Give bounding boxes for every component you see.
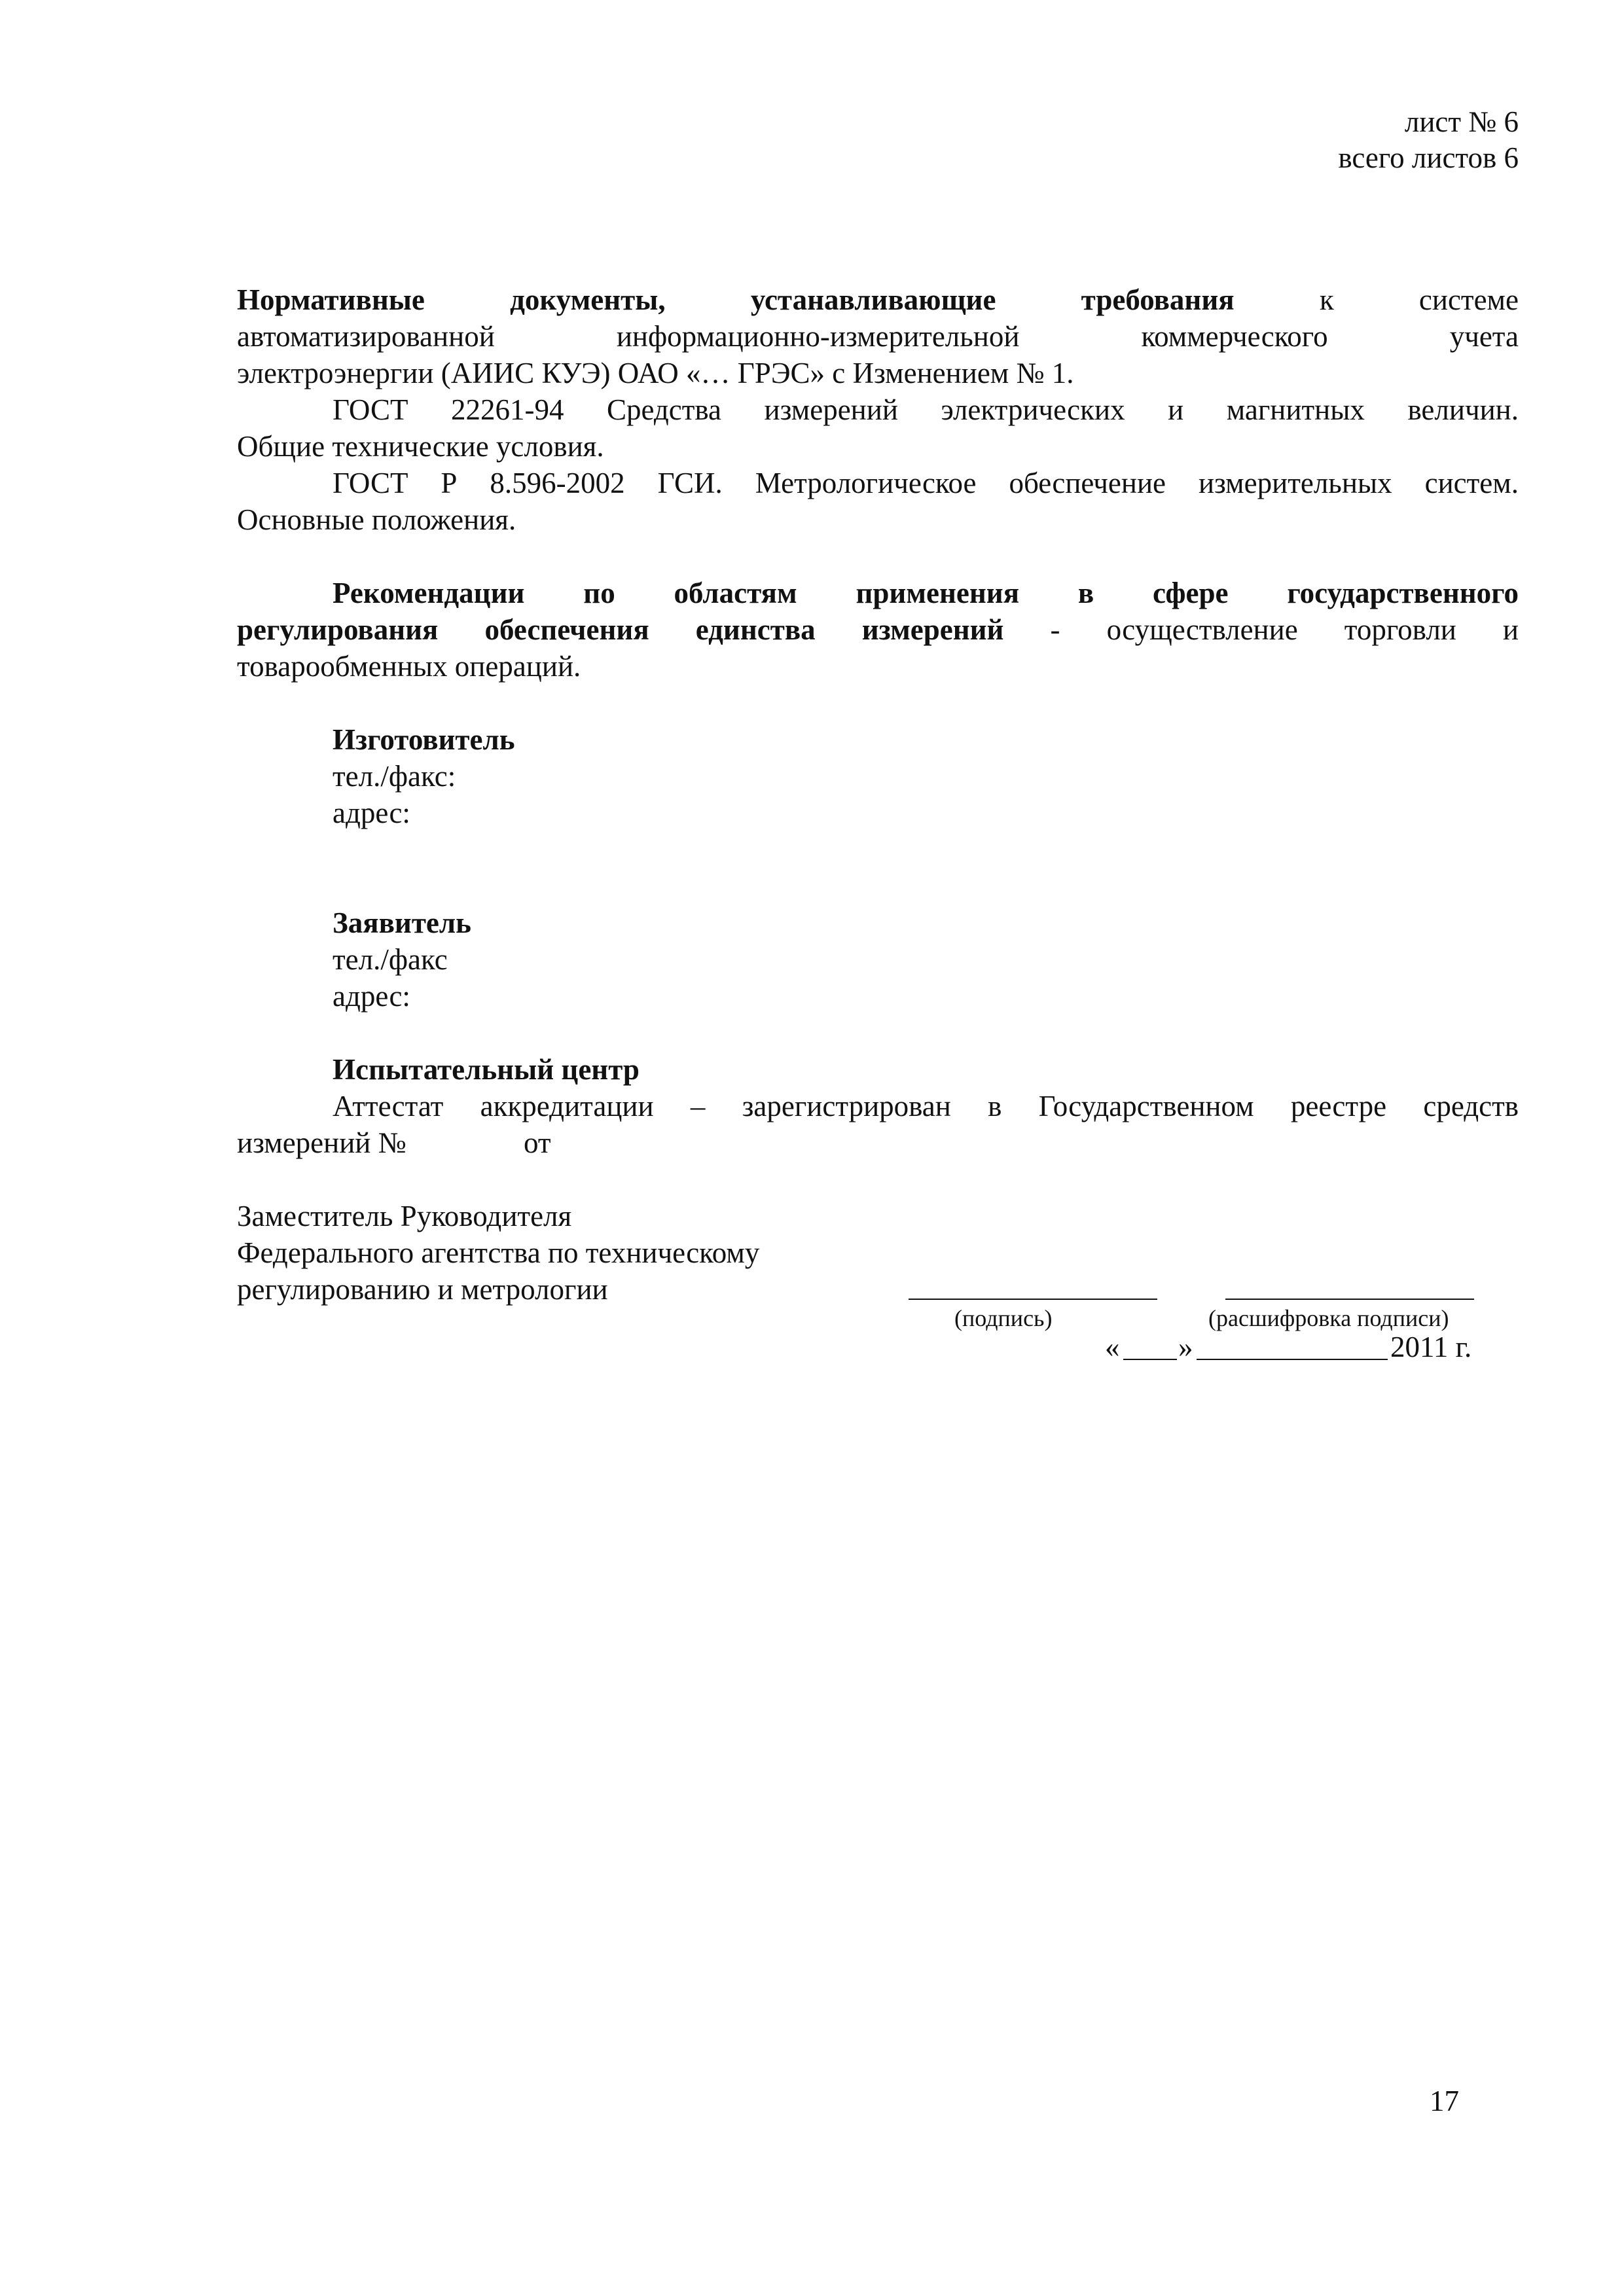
signature-date — [1105, 1329, 1511, 1365]
normative-line2: автоматизированной информационно-измерительной коммерческого учета — [237, 320, 1519, 353]
signature-label: (подпись) — [954, 1305, 1053, 1331]
test-center-line2-number: измерений № — [237, 1126, 406, 1159]
normative-line3: электроэнергии (АИИС КУЭ) ОАО «… ГРЭС» с Изменением № 1. — [237, 357, 1074, 389]
date-year: 2011 г. — [1390, 1331, 1472, 1363]
signatory-role-line1: Заместитель Руководителя — [237, 1200, 572, 1232]
normative-heading-word1: Нормативные — [237, 283, 425, 316]
normative-heading-word3: устанавливающие — [750, 283, 996, 316]
signature-line — [909, 1299, 1157, 1300]
date-day-line — [1123, 1359, 1177, 1360]
normative-heading-rest: к системе — [1319, 283, 1519, 316]
manufacturer-address: адрес: — [333, 797, 410, 829]
sheet-number — [982, 103, 1519, 140]
gost-22261-line2: Общие технические условия. — [237, 430, 604, 463]
gost-22261-line1: ГОСТ 22261-94 Средства измерений электрических и магнитных величин. — [333, 393, 1519, 426]
sheet-total — [982, 139, 1519, 176]
recommendations-line1: Рекомендации по областям применения в сфере государственного — [333, 577, 1519, 609]
applicant-address: адрес: — [333, 980, 410, 1013]
manufacturer-title: Изготовитель — [333, 723, 515, 756]
sheet-total-label: всего листов 6 — [1338, 141, 1519, 174]
signatory-role-line3: регулированию и метрологии — [237, 1273, 608, 1306]
test-center-line2-date: от — [524, 1126, 551, 1159]
signature-decode-label: (расшифровка подписи) — [1208, 1305, 1449, 1331]
sheet-label: лист № 6 — [1404, 105, 1519, 138]
page-number: 17 — [1430, 2085, 1459, 2117]
recommendations-line3: товарообменных операций. — [237, 650, 581, 683]
date-quote-open: « — [1105, 1331, 1120, 1363]
manufacturer-phone: тел./факс: — [333, 760, 456, 793]
normative-heading-line1 — [237, 281, 1519, 318]
recommendations-line2-bold: регулирования обеспечения единства измерений — [237, 613, 1004, 646]
test-center-line1: Аттестат аккредитации – зарегистрирован в Государственном реестре средств — [333, 1090, 1519, 1122]
recommendations-line2-rest: - осуществление торговли и — [1050, 613, 1519, 646]
recommendations-line2 — [237, 611, 1519, 648]
normative-heading-word4: требования — [1081, 283, 1235, 316]
signature-decode-line — [1225, 1299, 1474, 1300]
signatory-role-line2: Федерального агентства по техническому — [237, 1236, 760, 1269]
gost-8596-line2: Основные положения. — [237, 503, 516, 536]
applicant-phone: тел./факс — [333, 943, 448, 976]
normative-heading-word2: документы, — [510, 283, 666, 316]
gost-8596-line1: ГОСТ Р 8.596-2002 ГСИ. Метрологическое обеспечение измерительных систем. — [333, 467, 1519, 499]
test-center-title: Испытательный центр — [333, 1053, 640, 1086]
date-quote-close: » — [1178, 1331, 1193, 1363]
applicant-title: Заявитель — [333, 906, 471, 939]
date-month-line — [1197, 1359, 1388, 1360]
